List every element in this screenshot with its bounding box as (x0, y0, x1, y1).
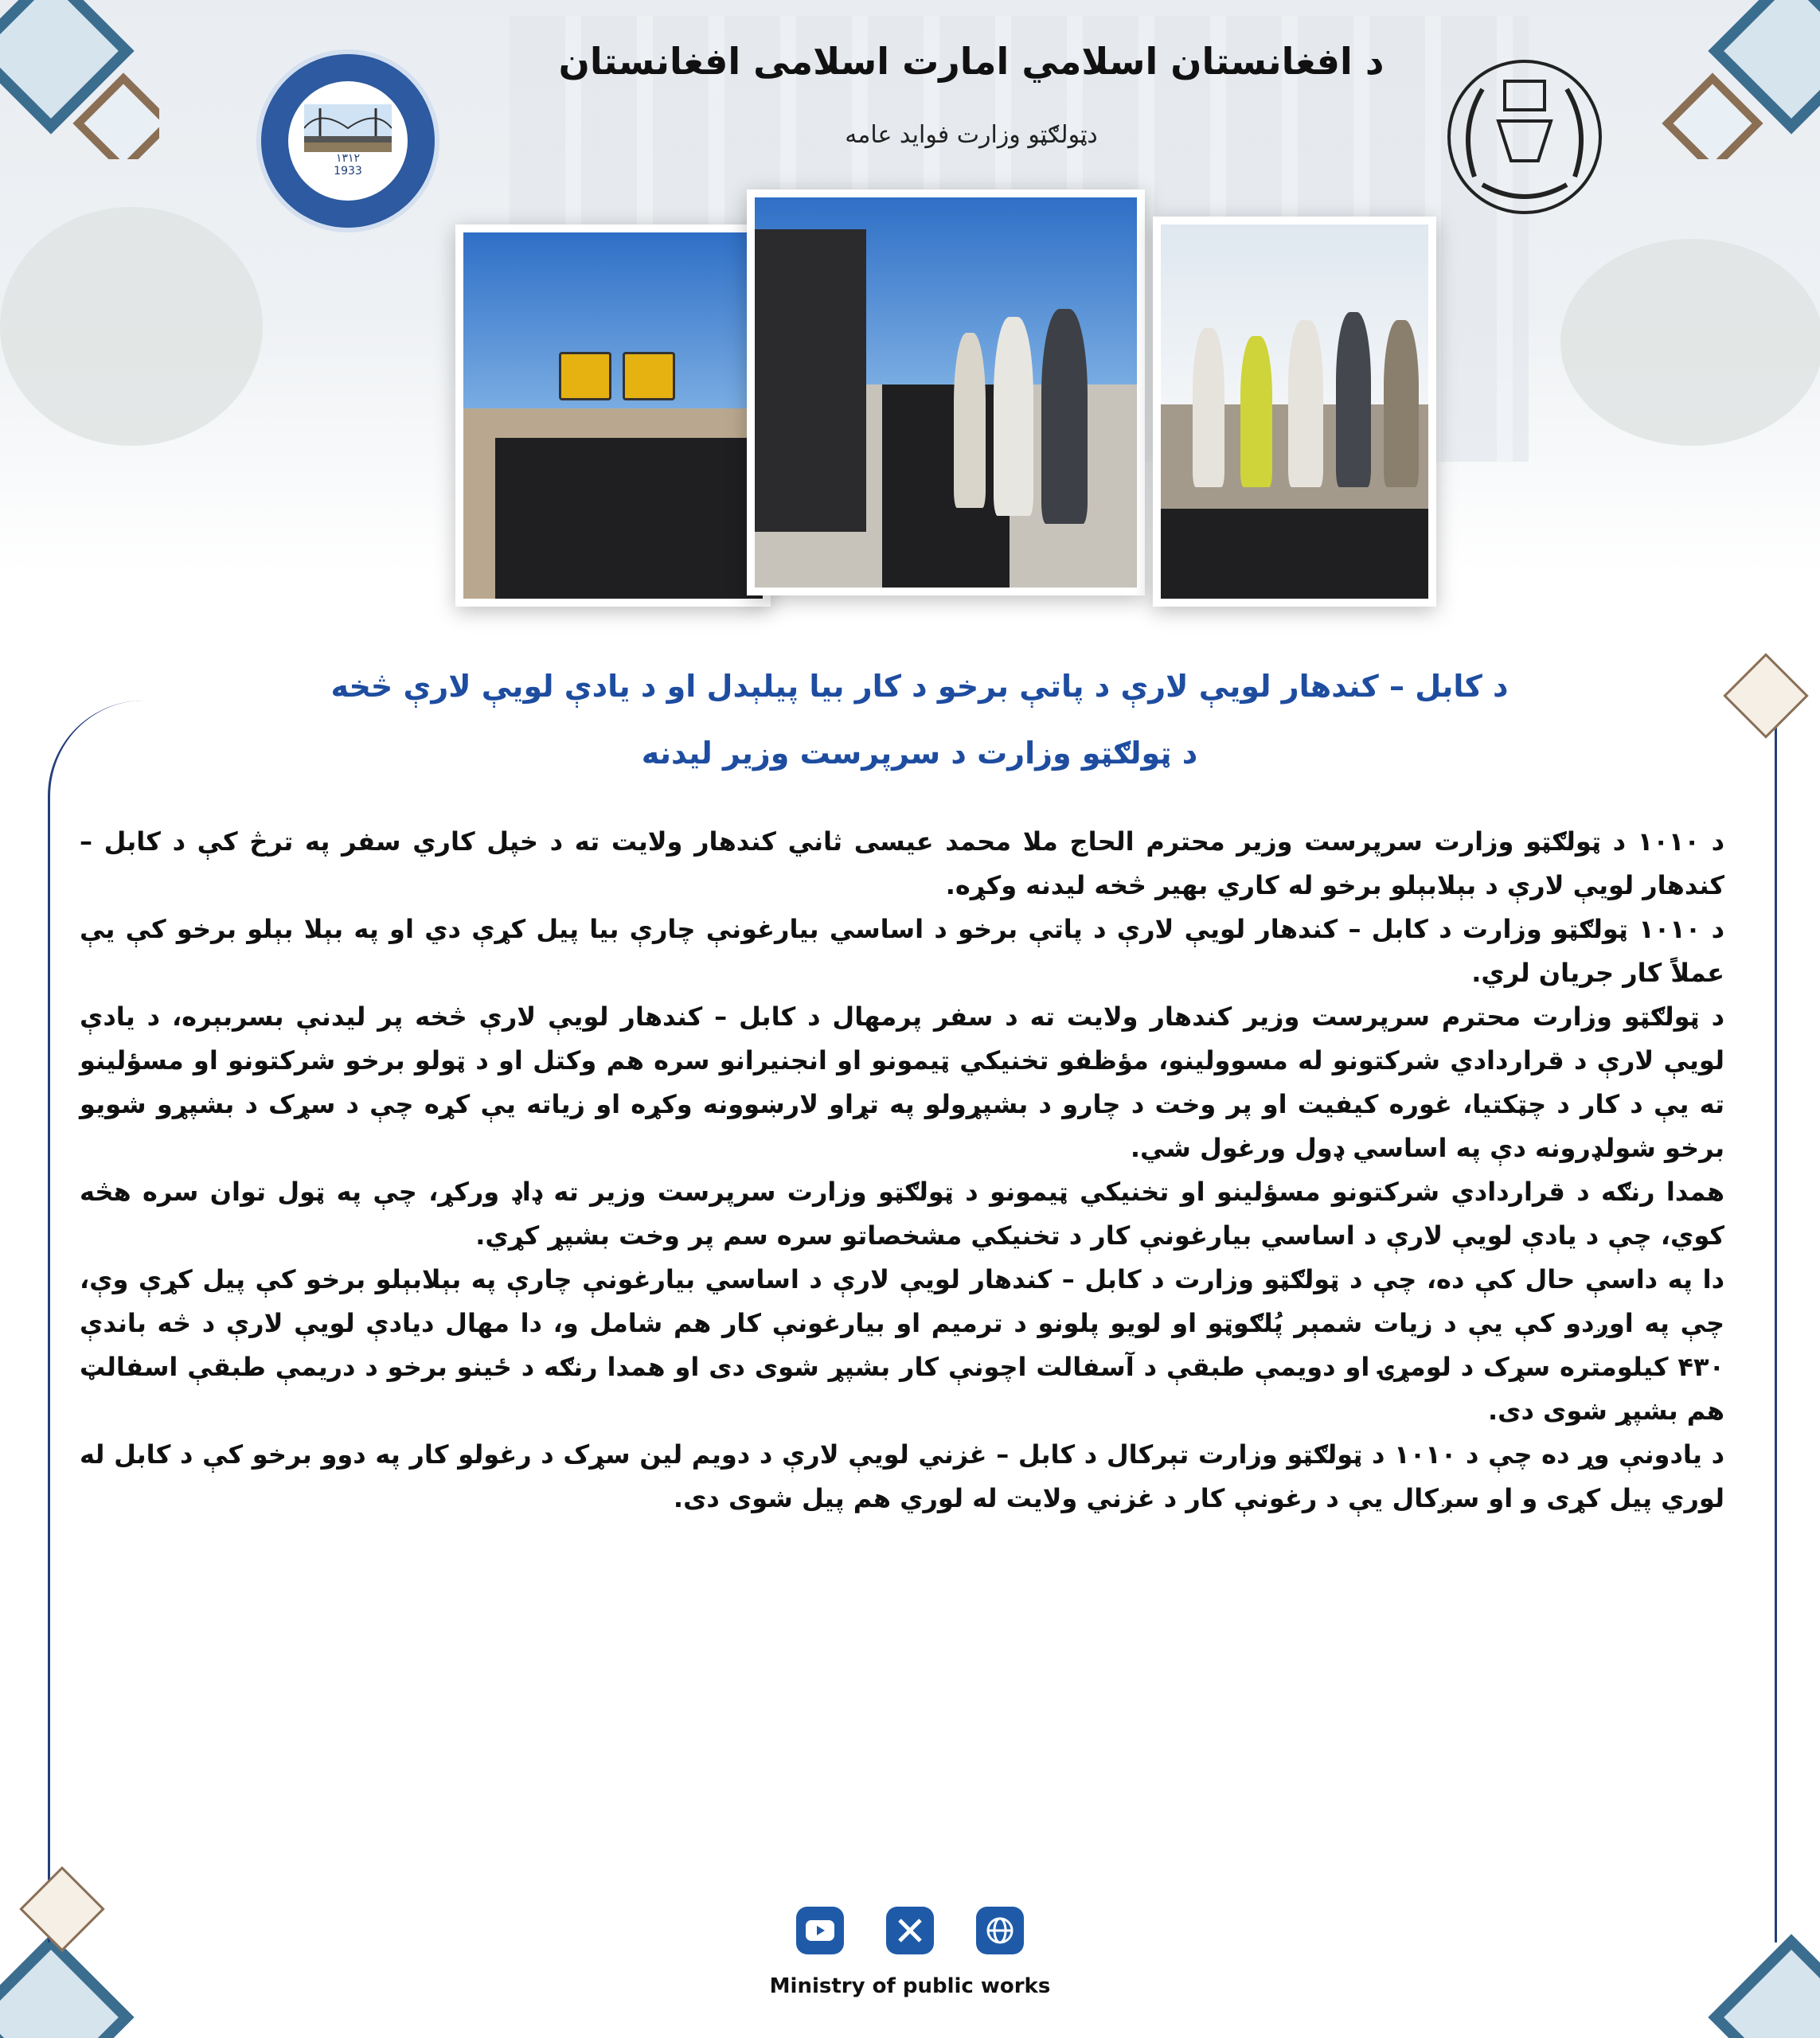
tree-left (0, 207, 263, 446)
article-body (80, 820, 1724, 1521)
paragraph: د ټولګټو وزارت محترم سرپرست وزير کندهار ولايت ته د سفر پرمهال د کابل – کندهار لويې لارې څخه پر ليدنې بسربېره، د يادې لويې لارې د قراردادي شرکتونو له مسوولينو، مؤظفو تخنيکي ټيمونو او انجنيرانو سره هم وکتل او د ټولو برخو شرکتونو او مسؤلينو ته يې د کار د چټکتيا، غوره کيفيت او پر وخت د چارو د بشپړولو په تړاو لارښوونه وکړه او زياته يې کړه چې د سړک د بشپړو شويو برخو شولډرونه دې په اساسي ډول ورغول شي. (80, 1001, 1724, 1163)
person (994, 317, 1033, 516)
headline (263, 653, 1576, 787)
x-icon[interactable] (886, 1907, 934, 1954)
bridge-icon (304, 104, 392, 152)
footer-ministry-name: Ministry of public works (769, 1974, 1051, 1998)
photo-center (747, 189, 1145, 595)
photo-right (1153, 217, 1436, 607)
social-links (796, 1907, 1024, 1954)
corner-ornament-top-right (1661, 0, 1820, 159)
globe-icon[interactable] (976, 1907, 1024, 1954)
photo-left (455, 224, 771, 607)
header-subtitle: دټولګټو وزارت فواید عامه (845, 121, 1098, 149)
headline-line-1: د کابل – کندهار لويې لارې د پاتې برخو د کار بيا پيلېدل او د يادې لويې لارې څخه (330, 669, 1509, 704)
corner-ornament-top-left (0, 0, 159, 159)
road-roller (559, 352, 611, 400)
youtube-icon[interactable] (796, 1907, 844, 1954)
logo-year: 1933 (334, 165, 362, 178)
paragraph: د ۱۰۱۰ د ټولګټو وزارت سرپرست وزير محترم الحاج ملا محمد عيسى ثاني کندهار ولايت ته د خپل کاري سفر په ترڅ کې د کابل – کندهار لويې لارې د بېلابېلو برخو له کاري بهير څخه ليدنه وکړه. (80, 826, 1725, 900)
ministry-logo (256, 49, 439, 232)
logo-year-hijri: ۱۳۱۲ (335, 152, 361, 165)
person (1041, 309, 1088, 524)
paragraph: د يادونې وړ ده چې د ۱۰۱۰ د ټولګټو وزارت تېرکال د کابل – غزني لويې لارې د دويم لين سړک د رغولو کار په دوو برخو کې د کابل له لوري پيل کړی و او سږکال يې د رغونې کار د غزني ولايت له لوري هم پيل شوی دی. (80, 1439, 1725, 1513)
paragraph: دا په داسې حال کې ده، چې د ټولګټو وزارت د کابل – کندهار لويې لارې د اساسي بيارغونې چارې په بېلابېلو برخو کې پيل کړې وې، چې په اوږدو کې يې د زيات شمېر پُلګوټو او لويو پلونو د ترميم او بيارغونې کار هم شامل و، دا مهال ديادې لويې لارې د څه باندې ۴۳۰ کيلومتره سړک د لومړۍ او دويمې طبقې د آسفالت اچونې کار بشپړ شوی دی او همدا رنګه د ځينو برخو د دريمې طبقې اسفالټ هم بشپړ شوی دی. (80, 1264, 1724, 1426)
road-roller (623, 352, 675, 400)
tree-right (1560, 239, 1820, 446)
emirate-emblem-icon (1443, 49, 1607, 223)
header-title: د افغانستان اسلامي امارت اسلامی افغانستان (558, 40, 1385, 83)
paragraph: د ۱۰۱۰ ټولګټو وزارت د کابل – کندهار لويې لارې د پاتې برخو د اساسي بيارغونې چارې بيا پيل کړې دي او په بېلا بېلو برخو کې يې عملاً کار جريان لري. (80, 914, 1725, 988)
paver-machine (755, 229, 866, 532)
paragraph: همدا رنګه د قراردادي شرکتونو مسؤلينو او تخنيکي ټيمونو د ټولګټو وزارت سرپرست وزير ته ډاډ ورکړ، چې په ټول توان سره هڅه کوي، چې د يادې لويې لارې د اساسي بيارغونې کار د تخنيکي مشخصاتو سره سم پر وخت بشپړ کړي. (80, 1177, 1724, 1251)
headline-line-2: د ټولګټو وزارت د سرپرست وزير ليدنه (641, 736, 1198, 771)
person (954, 333, 986, 508)
